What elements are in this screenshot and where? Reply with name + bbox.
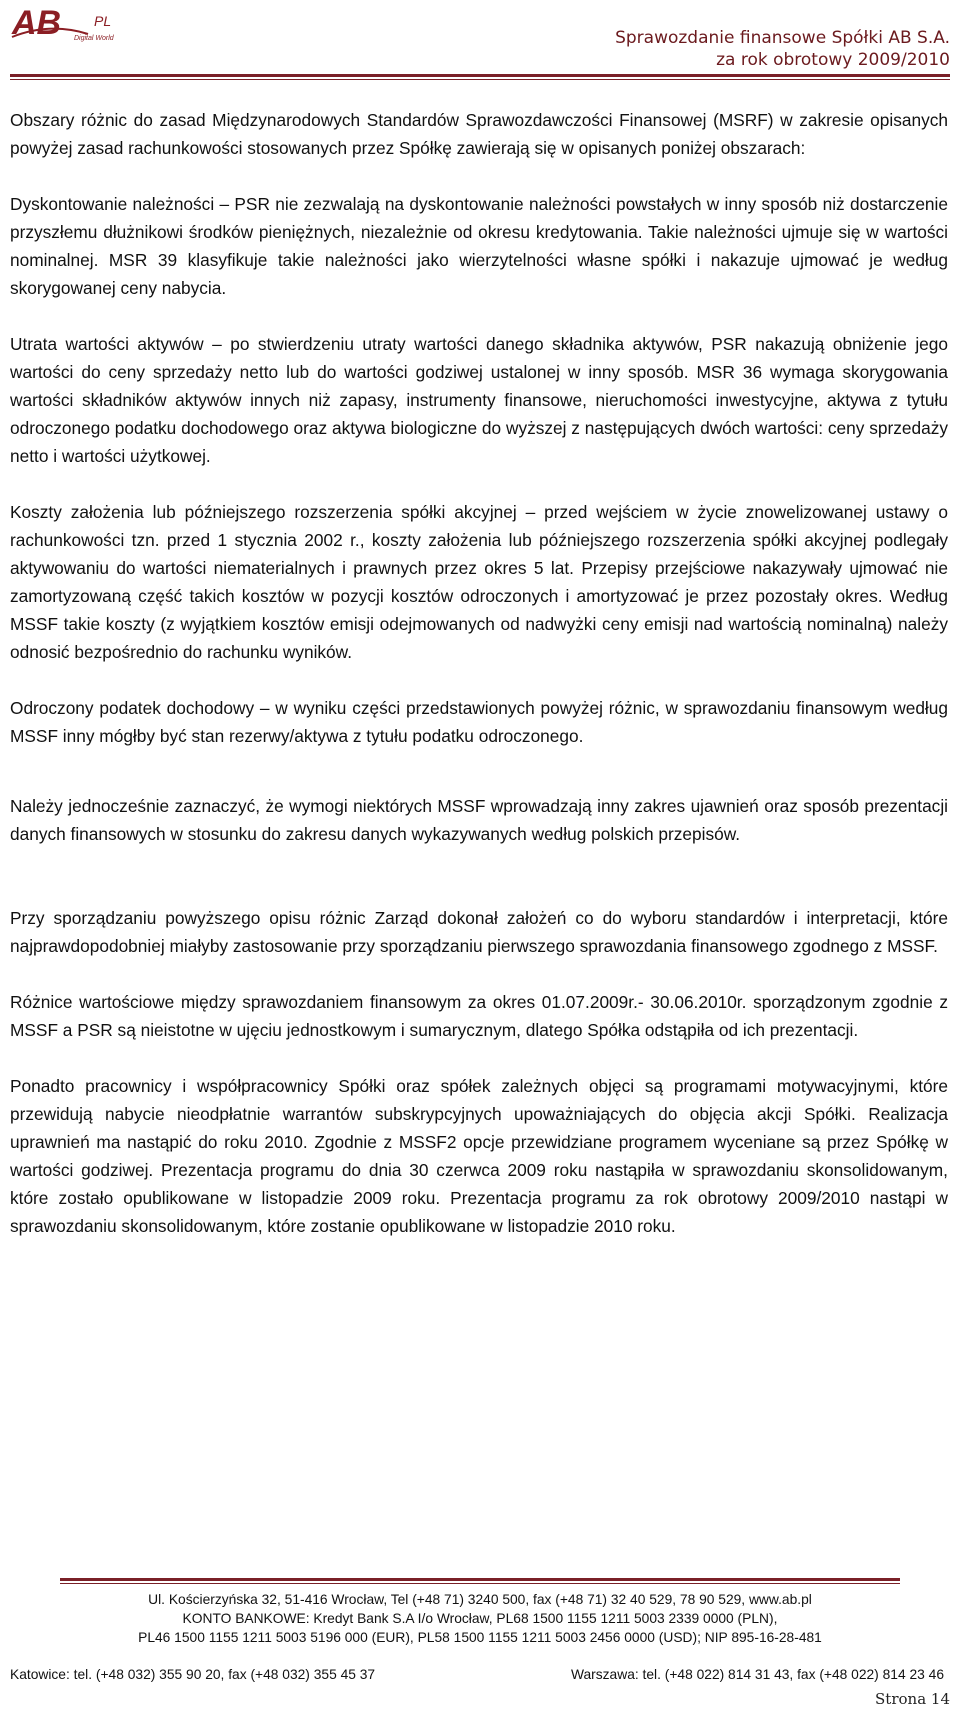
paragraph-incentive-programs: Ponadto pracownicy i współpracownicy Spółki oraz spółek zależnych objęci są programami motywacyjnymi, które przewidują nabycie nieodpłatnie warrantów subskrypcyjnych upoważniających do objęcia akcji Spółki. Realizacja uprawnień ma nastąpić do roku 2010. Zgodnie z MSSF2 opcje przewidziane programem wyceniane są przez Spółkę w wartości godziwej. Prezentacja programu do dnia 30 czerwca 2009 roku nastąpiła w sprawozdaniu skonsolidowanym, które zostało opublikowane w listopadzie 2009 roku. Prezentacja programu za rok obrotowy 2009/2010 nastąpi w sprawozdaniu skonsolidowanym, które zostanie opublikowane w listopadzie 2010 roku. [10, 1076, 948, 1236]
footer-address: Ul. Kościerzyńska 32, 51-416 Wrocław, Tel (+48 71) 3240 500, fax (+48 71) 32 40 529, 78 90 529, www.ab.pl [148, 1592, 812, 1607]
header-divider-thin [10, 79, 950, 80]
paragraph-assumptions: Przy sporządzaniu powyższego opisu różnic Zarząd dokonał założeń co do wyboru standardów i interpretacji, które najprawdopodobniej miałyby zastosowanie przy sporządzaniu pierwszego sprawozdania finansowego zgodnego z MSSF. [10, 908, 948, 956]
footer-katowice: Katowice: tel. (+48 032) 355 90 20, fax (+48 032) 355 45 37 [10, 1667, 376, 1682]
document-body [10, 106, 948, 1268]
logo-tagline: Digital World [74, 35, 114, 42]
page-footer [0, 1590, 960, 1647]
paragraph-deferred-tax: Odroczony podatek dochodowy – w wyniku części przedstawionych powyżej różnic, w sprawozdaniu finansowym według MSSF inny mógłby być stan rezerwy/aktywa z tytułu podatku odroczonego. [10, 698, 948, 746]
page-header [0, 0, 960, 90]
header-divider-thick [10, 74, 950, 77]
paragraph-impairment: Utrata wartości aktywów – po stwierdzeniu utraty wartości danego składnika aktywów, PSR nakazują obniżenie jego wartości do ceny sprzedaży netto lub do wartości godziwej ustalonej w inny sposób. MSR 36 wymaga skorygowania wartości składników aktywów innych niż zapasy, instrumenty finansowe, nieruchomości inwestycyjne, aktywa z tytułu odroczonego podatku dochodowego oraz aktywa biologiczne do wyższej z następujących dwóch wartości: ceny sprzedaży netto i wartości użytkowej. [10, 334, 948, 466]
document-title-line1: Sprawozdanie finansowe Spółki AB S.A. [615, 28, 950, 48]
page-number: Strona 14 [875, 1690, 950, 1708]
paragraph-msrf-intro: Obszary różnic do zasad Międzynarodowych Standardów Sprawozdawczości Finansowej (MSRF) w zakresie opisanych powyżej zasad rachunkowości stosowanych przez Spółkę zawierają się w opisanych poniżej obszarach: [10, 110, 948, 158]
document-title-line2: za rok obrotowy 2009/2010 [716, 50, 950, 70]
paragraph-disclosures: Należy jednocześnie zaznaczyć, że wymogi niektórych MSSF wprowadzają inny zakres ujawnień oraz sposób prezentacji danych finansowych w stosunku do zakresu danych wykazywanych według polskich przepisów. [10, 796, 948, 844]
logo-text: AB [12, 4, 62, 42]
paragraph-formation-costs: Koszty założenia lub późniejszego rozszerzenia spółki akcyjnej – przed wejściem w życie znowelizowanej ustawy o rachunkowości tzn. przed 1 stycznia 2002 r., koszty założenia lub późniejszego rozszerzenia spółki akcyjnej podlegały aktywowaniu do wartości niematerialnych i prawnych przez okres 5 lat. Przepisy przejściowe nakazywały ujmować nie zamortyzowaną część takich kosztów w pozycji kosztów odroczonych i amortyzować je przez pozostały okres. Według MSSF takie koszty (z wyjątkiem kosztów emisji odejmowanych od nadwyżki ceny emisji nad wartością nominalną) należy odnosić bezpośrednio do rachunku wyników. [10, 502, 948, 662]
footer-warszawa: Warszawa: tel. (+48 022) 814 31 43, fax (+48 022) 814 23 46 [570, 1667, 944, 1682]
ab-logo [10, 4, 150, 44]
footer-divider-thin [60, 1583, 900, 1584]
footer-bank-account: KONTO BANKOWE: Kredyt Bank S.A I/o Wrocław, PL68 1500 1155 1211 5003 2339 0000 (PLN), [182, 1611, 778, 1626]
paragraph-receivables: Dyskontowanie należności – PSR nie zezwalają na dyskontowanie należności powstałych w inny sposób niż dostarczenie przyszłemu dłużnikowi środków pieniężnych, niezależnie od okresu kredytowania. Takie należności ujmuje się w wartości nominalnej. MSR 39 klasyfikuje takie należności jako wierzytelności własne spółki i nakazuje ujmować je według skorygowanej ceny nabycia. [10, 194, 948, 298]
logo-suffix: PL [94, 13, 112, 29]
footer-bank-accounts-nip: PL46 1500 1155 1211 5003 5196 000 (EUR), PL58 1500 1155 1211 5003 2456 0000 (USD); NIP 895-16-28-481 [138, 1630, 822, 1645]
footer-divider-thick [60, 1578, 900, 1581]
paragraph-differences: Różnice wartościowe między sprawozdaniem finansowym za okres 01.07.2009r.- 30.06.2010r. sporządzonym zgodnie z MSSF a PSR są nieistotne w ujęciu jednostkowym i sumarycznym, dlatego Spółka odstąpiła od ich prezentacji. [10, 992, 948, 1040]
document-title [615, 27, 950, 71]
